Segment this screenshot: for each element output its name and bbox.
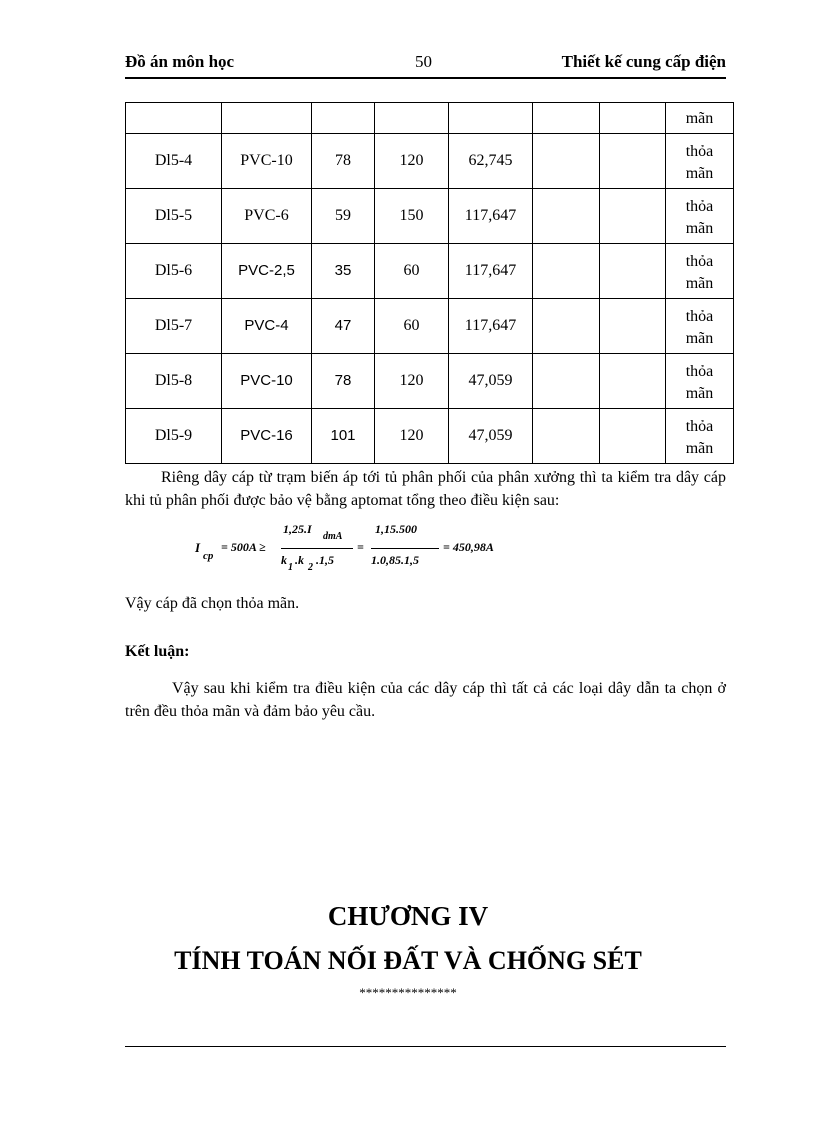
value-c3: 101 [312, 409, 375, 464]
value-c4: 120 [375, 409, 449, 464]
formula-num2: 1,15.500 [375, 522, 417, 536]
value-c5: 117,647 [449, 244, 533, 299]
value-c3: 47 [312, 299, 375, 354]
conclusion-title: Kết luận: [125, 643, 190, 660]
status-cell: thỏa mãn [666, 244, 734, 299]
row-id: Dl5-5 [126, 189, 222, 244]
status-cell: thỏa mãn [666, 354, 734, 409]
formula-den1-k2: .k [295, 553, 304, 567]
table-row [126, 134, 734, 189]
value-c5: 62,745 [449, 134, 533, 189]
table-row [126, 103, 734, 134]
paragraph-cable-ok: Vậy cáp đã chọn thỏa mãn. [125, 595, 300, 612]
footer-rule [125, 1046, 726, 1047]
conclusion-paragraph: Vậy sau khi kiểm tra điều kiện của các dây cáp thì tất cả các loại dây dẫn ta chọn ở trên đều thỏa mãn và đảm bảo yêu cầu. [125, 680, 726, 720]
formula-den1-sub2: 2 [308, 562, 313, 573]
value-c3: 78 [312, 354, 375, 409]
value-c4: 120 [375, 134, 449, 189]
paragraph-aptomat-condition: Riêng dây cáp từ trạm biến áp tới tủ phân phối của phân xưởng thì ta kiểm tra dây cáp khi tủ phân phối được bảo vệ bằng aptomat tổng theo điều kiện sau: [125, 469, 726, 509]
value-c5: 47,059 [449, 409, 533, 464]
cable-type: PVC-6 [222, 189, 312, 244]
value-c4: 60 [375, 299, 449, 354]
chapter-stars-divider: *************** [359, 985, 457, 1000]
value-c3: 78 [312, 134, 375, 189]
header-right-title: Thiết kế cung cấp điện [561, 52, 726, 71]
current-formula [195, 520, 525, 580]
formula-eq2: = [357, 540, 364, 554]
cable-table [125, 102, 734, 464]
value-c4: 150 [375, 189, 449, 244]
header-rule [125, 77, 726, 79]
value-c5: 117,647 [449, 299, 533, 354]
status-cell: thỏa mãn [666, 409, 734, 464]
formula-lhs-I: I [195, 540, 201, 555]
page-number: 50 [415, 52, 432, 71]
cable-type: PVC-4 [222, 299, 312, 354]
formula-den1-tail: .1,5 [316, 553, 334, 567]
formula-den2: 1.0,85.1,5 [371, 553, 419, 567]
formula-lhs-eq: = 500A ≥ [221, 540, 266, 554]
formula-den1-sub1: 1 [288, 562, 293, 573]
cable-type: PVC-10 [222, 354, 312, 409]
cable-type: PVC-16 [222, 409, 312, 464]
value-c4: 60 [375, 244, 449, 299]
cable-type: PVC-2,5 [222, 244, 312, 299]
formula-den1-k1: k [281, 553, 287, 567]
chapter-number: CHƯƠNG IV [327, 901, 489, 931]
table-row [126, 189, 734, 244]
value-c5: 117,647 [449, 189, 533, 244]
table-row [126, 244, 734, 299]
status-cell: thỏa mãn [666, 189, 734, 244]
formula-num1-sub: dmA [323, 531, 343, 542]
header-left-title: Đồ án môn học [125, 52, 235, 71]
row-id: Dl5-9 [126, 409, 222, 464]
row-id: Dl5-4 [126, 134, 222, 189]
formula-fraction-bar-2 [371, 548, 439, 549]
row-id: Dl5-6 [126, 244, 222, 299]
formula-fraction-bar-1 [281, 548, 353, 549]
page-header [125, 52, 726, 78]
table-row [126, 409, 734, 464]
chapter-title: TÍNH TOÁN NỐI ĐẤT VÀ CHỐNG SÉT [174, 946, 642, 975]
status-cell: mãn [666, 103, 734, 134]
value-c5: 47,059 [449, 354, 533, 409]
row-id: Dl5-8 [126, 354, 222, 409]
formula-result: = 450,98A [443, 540, 494, 554]
value-c3: 59 [312, 189, 375, 244]
formula-lhs-sub: cp [203, 550, 214, 562]
row-id: Dl5-7 [126, 299, 222, 354]
table-row [126, 354, 734, 409]
value-c3: 35 [312, 244, 375, 299]
status-cell: thỏa mãn [666, 134, 734, 189]
table-row [126, 299, 734, 354]
cable-type: PVC-10 [222, 134, 312, 189]
formula-num1: 1,25.I [283, 522, 312, 536]
status-cell: thỏa mãn [666, 299, 734, 354]
value-c4: 120 [375, 354, 449, 409]
